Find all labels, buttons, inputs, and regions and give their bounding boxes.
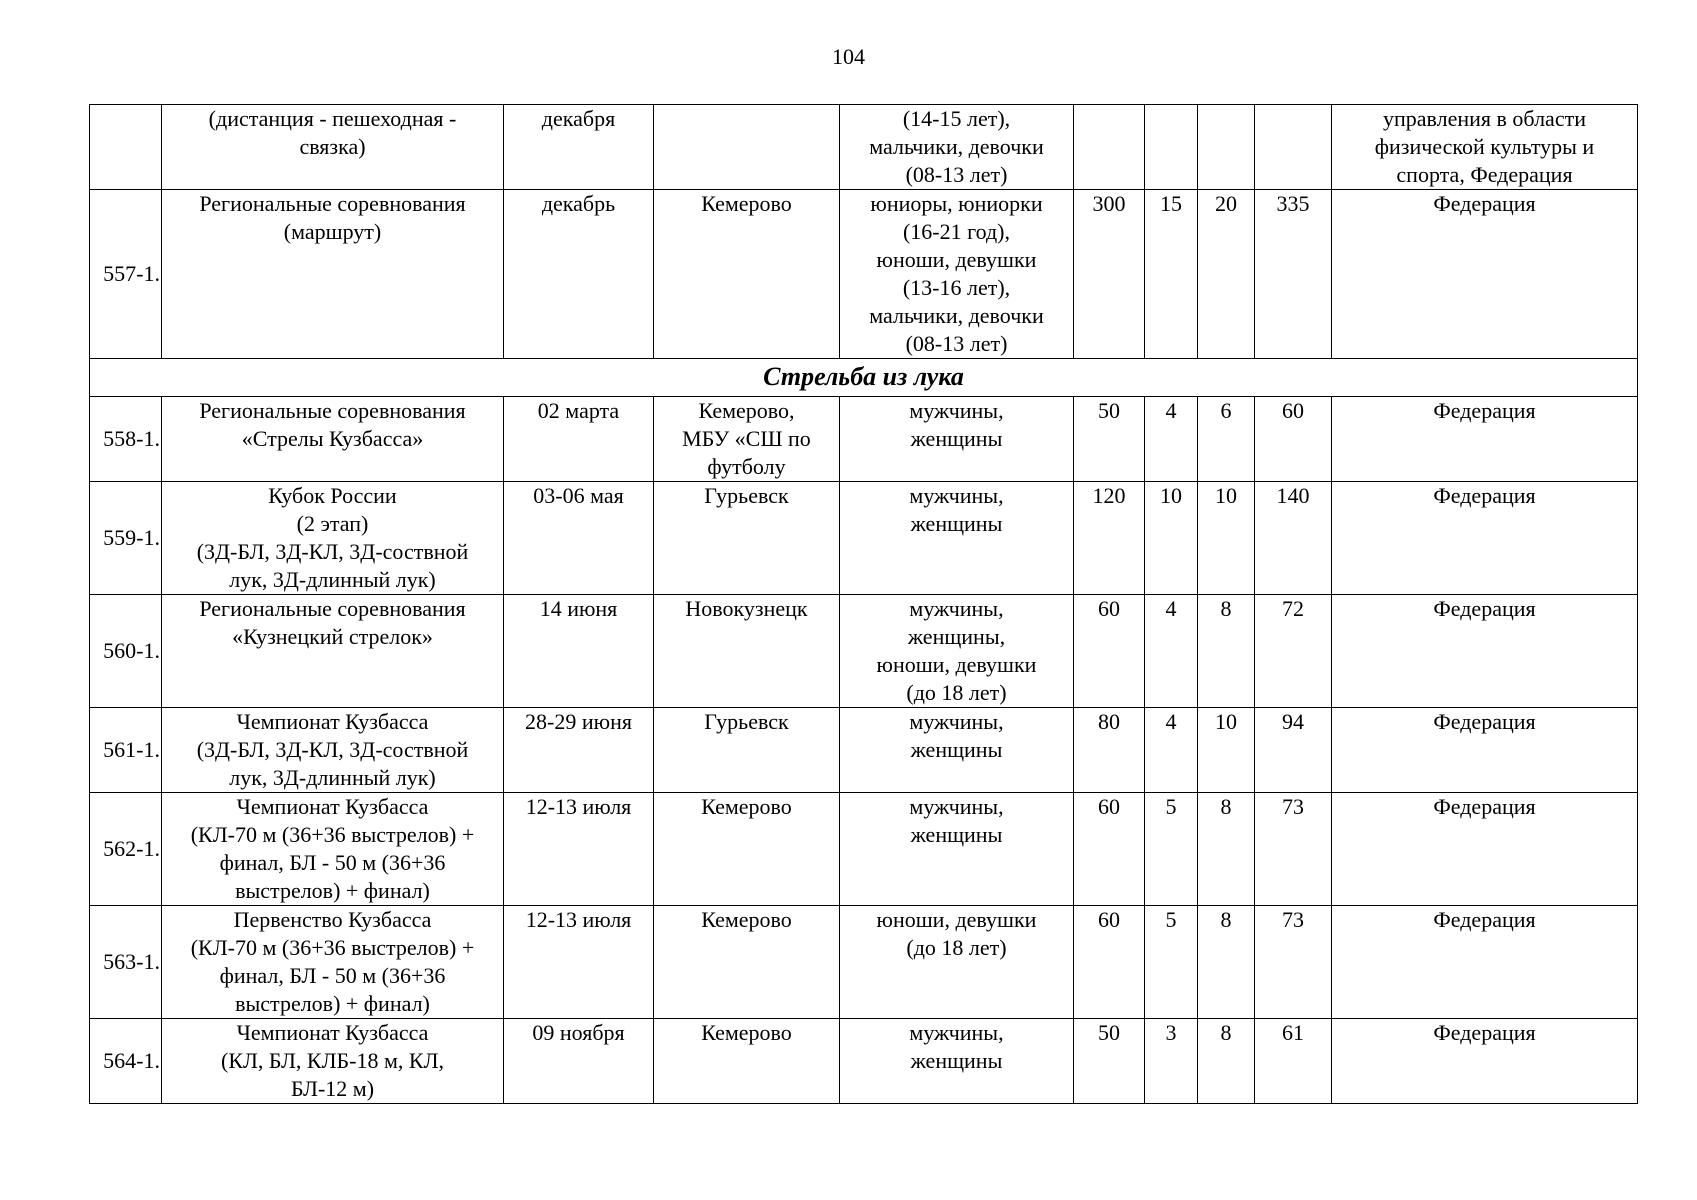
judges-count: 8 — [1198, 595, 1255, 708]
event-participants: мужчины, женщины — [840, 482, 1074, 595]
event-place: Кемерово — [654, 1019, 840, 1104]
coaches-count: 3 — [1145, 1019, 1198, 1104]
participants-count: 80 — [1074, 708, 1145, 793]
judges-count: 10 — [1198, 482, 1255, 595]
event-date: декабря — [504, 105, 654, 190]
event-name: (дистанция - пешеходная - связка) — [162, 105, 504, 190]
total-count: 335 — [1255, 190, 1332, 359]
event-participants: мужчины, женщины — [840, 1019, 1074, 1104]
participants-count — [1074, 105, 1145, 190]
event-number: 563-1. — [90, 906, 162, 1019]
event-number: 559-1. — [90, 482, 162, 595]
coaches-count: 4 — [1145, 708, 1198, 793]
participants-count: 60 — [1074, 906, 1145, 1019]
event-participants: мужчины, женщины — [840, 793, 1074, 906]
coaches-count: 5 — [1145, 906, 1198, 1019]
event-place: Кемерово — [654, 906, 840, 1019]
table-row — [90, 708, 1638, 793]
event-place — [654, 105, 840, 190]
event-date: 03-06 мая — [504, 482, 654, 595]
event-organizer: управления в области физической культуры и спорта, Федерация — [1332, 105, 1638, 190]
event-name: Региональные соревнования «Стрелы Кузбасса» — [162, 397, 504, 482]
coaches-count — [1145, 105, 1198, 190]
participants-count: 60 — [1074, 595, 1145, 708]
event-date: 12-13 июля — [504, 793, 654, 906]
event-organizer: Федерация — [1332, 793, 1638, 906]
judges-count: 6 — [1198, 397, 1255, 482]
event-participants: (14-15 лет), мальчики, девочки (08-13 лет) — [840, 105, 1074, 190]
total-count: 73 — [1255, 793, 1332, 906]
table-row — [90, 190, 1638, 359]
event-number: 561-1. — [90, 708, 162, 793]
total-count: 73 — [1255, 906, 1332, 1019]
event-number: 558-1. — [90, 397, 162, 482]
table-row — [90, 906, 1638, 1019]
event-participants: мужчины, женщины, юноши, девушки (до 18 лет) — [840, 595, 1074, 708]
total-count: 60 — [1255, 397, 1332, 482]
section-title: Стрельба из лука — [90, 359, 1638, 397]
total-count: 94 — [1255, 708, 1332, 793]
table-row — [90, 105, 1638, 190]
event-number: 562-1. — [90, 793, 162, 906]
event-name: Чемпионат Кузбасса (3Д-БЛ, 3Д-КЛ, 3Д-соствной лук, 3Д-длинный лук) — [162, 708, 504, 793]
coaches-count: 4 — [1145, 397, 1198, 482]
event-name: Чемпионат Кузбасса (КЛ-70 м (36+36 выстрелов) + финал, БЛ - 50 м (36+36 выстрелов) + финал) — [162, 793, 504, 906]
event-participants: юноши, девушки (до 18 лет) — [840, 906, 1074, 1019]
total-count — [1255, 105, 1332, 190]
table-row — [90, 482, 1638, 595]
coaches-count: 15 — [1145, 190, 1198, 359]
judges-count: 8 — [1198, 906, 1255, 1019]
coaches-count: 4 — [1145, 595, 1198, 708]
event-name: Региональные соревнования «Кузнецкий стрелок» — [162, 595, 504, 708]
section-row — [90, 359, 1638, 397]
event-organizer: Федерация — [1332, 708, 1638, 793]
event-participants: мужчины, женщины — [840, 397, 1074, 482]
event-date: 14 июня — [504, 595, 654, 708]
event-name: Региональные соревнования (маршрут) — [162, 190, 504, 359]
judges-count: 10 — [1198, 708, 1255, 793]
event-date: декабрь — [504, 190, 654, 359]
judges-count — [1198, 105, 1255, 190]
events-table — [89, 104, 1638, 1104]
event-place: Новокузнецк — [654, 595, 840, 708]
event-date: 02 марта — [504, 397, 654, 482]
participants-count: 120 — [1074, 482, 1145, 595]
table-row — [90, 793, 1638, 906]
table-row — [90, 595, 1638, 708]
event-participants: мужчины, женщины — [840, 708, 1074, 793]
event-number: 560-1. — [90, 595, 162, 708]
event-organizer: Федерация — [1332, 482, 1638, 595]
event-organizer: Федерация — [1332, 906, 1638, 1019]
event-number — [90, 105, 162, 190]
event-place: Кемерово — [654, 793, 840, 906]
event-number: 564-1. — [90, 1019, 162, 1104]
event-name: Кубок России (2 этап) (3Д-БЛ, 3Д-КЛ, 3Д-соствной лук, 3Д-длинный лук) — [162, 482, 504, 595]
judges-count: 20 — [1198, 190, 1255, 359]
table-row — [90, 397, 1638, 482]
total-count: 140 — [1255, 482, 1332, 595]
event-place: Кемерово — [654, 190, 840, 359]
event-organizer: Федерация — [1332, 1019, 1638, 1104]
page-number: 104 — [832, 44, 865, 69]
total-count: 72 — [1255, 595, 1332, 708]
table-row — [90, 1019, 1638, 1104]
judges-count: 8 — [1198, 1019, 1255, 1104]
event-number: 557-1. — [90, 190, 162, 359]
event-name: Первенство Кузбасса (КЛ-70 м (36+36 выстрелов) + финал, БЛ - 50 м (36+36 выстрелов) + финал) — [162, 906, 504, 1019]
event-date: 28-29 июня — [504, 708, 654, 793]
event-organizer: Федерация — [1332, 397, 1638, 482]
total-count: 61 — [1255, 1019, 1332, 1104]
event-participants: юниоры, юниорки (16-21 год), юноши, девушки (13-16 лет), мальчики, девочки (08-13 лет) — [840, 190, 1074, 359]
participants-count: 50 — [1074, 1019, 1145, 1104]
participants-count: 300 — [1074, 190, 1145, 359]
event-place: Кемерово, МБУ «СШ по футболу — [654, 397, 840, 482]
coaches-count: 5 — [1145, 793, 1198, 906]
event-organizer: Федерация — [1332, 190, 1638, 359]
participants-count: 50 — [1074, 397, 1145, 482]
event-place: Гурьевск — [654, 482, 840, 595]
event-name: Чемпионат Кузбасса (КЛ, БЛ, КЛБ-18 м, КЛ, БЛ-12 м) — [162, 1019, 504, 1104]
judges-count: 8 — [1198, 793, 1255, 906]
coaches-count: 10 — [1145, 482, 1198, 595]
event-organizer: Федерация — [1332, 595, 1638, 708]
event-date: 12-13 июля — [504, 906, 654, 1019]
event-place: Гурьевск — [654, 708, 840, 793]
event-date: 09 ноября — [504, 1019, 654, 1104]
participants-count: 60 — [1074, 793, 1145, 906]
